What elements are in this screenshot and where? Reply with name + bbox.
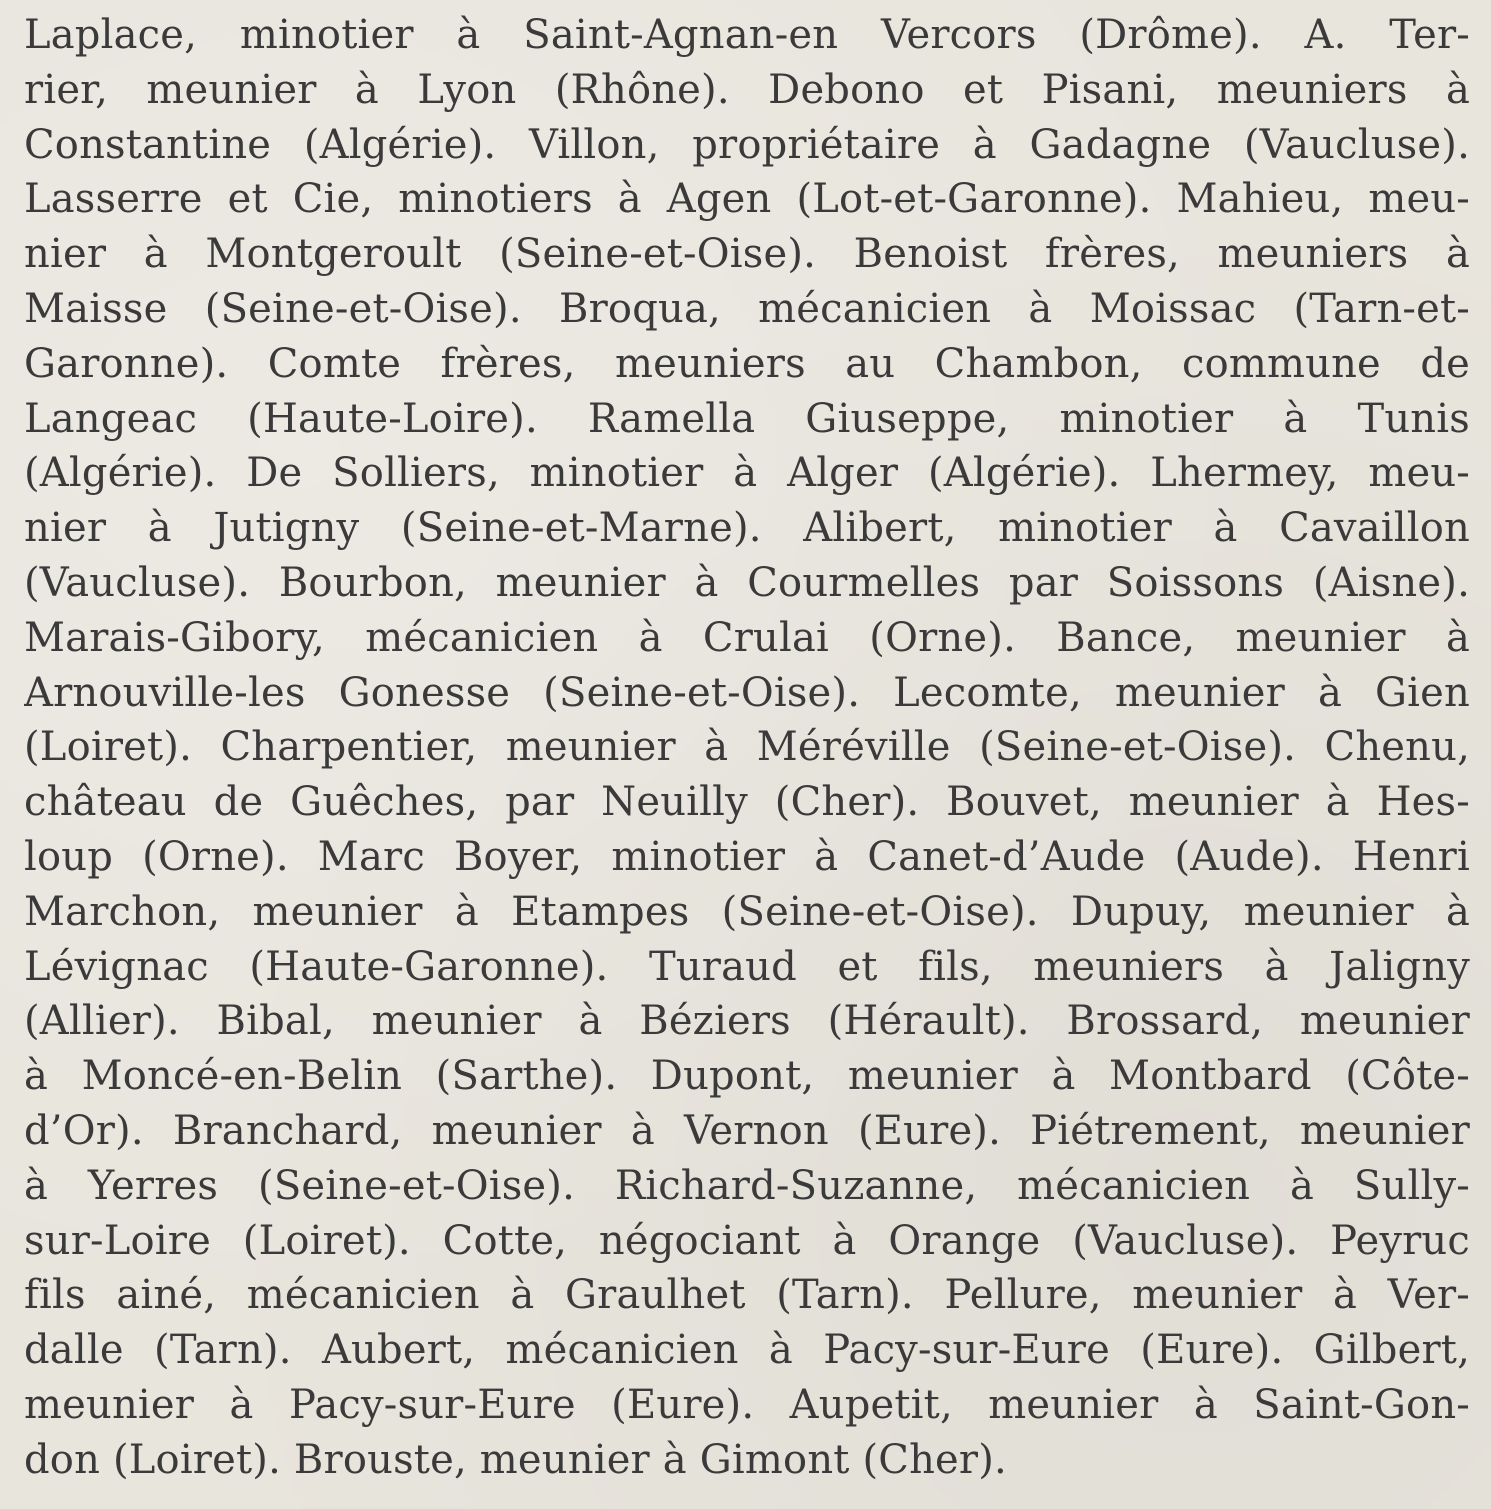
text-line: Lasserre et Cie, minotiers à Agen (Lot-et-Garonne). Mahieu, meu- (24, 176, 1470, 223)
text-line: d’Or). Branchard, meunier à Vernon (Eure). Piétrement, meunier (24, 1107, 1470, 1154)
text-line: Marais-Gibory, mécanicien à Crulai (Orne). Bance, meunier à (24, 614, 1470, 661)
text-line: rier, meunier à Lyon (Rhône). Debono et Pisani, meuniers à (24, 66, 1470, 113)
text-line: (Algérie). De Solliers, minotier à Alger (Algérie). Lhermey, meu- (24, 450, 1470, 497)
text-line: (Vaucluse). Bourbon, meunier à Courmelles par Soissons (Aisne). (24, 559, 1470, 606)
text-line: don (Loiret). Brouste, meunier à Gimont (Cher). (24, 1436, 1007, 1483)
text-line: (Loiret). Charpentier, meunier à Méréville (Seine-et-Oise). Chenu, (24, 724, 1470, 771)
text-line: nier à Montgeroult (Seine-et-Oise). Benoist frères, meuniers à (24, 231, 1470, 278)
text-line: Garonne). Comte frères, meuniers au Chambon, commune de (24, 340, 1470, 387)
text-line: à Moncé-en-Belin (Sarthe). Dupont, meunier à Montbard (Côte- (24, 1053, 1470, 1100)
text-line: nier à Jutigny (Seine-et-Marne). Alibert, minotier à Cavaillon (24, 505, 1470, 552)
text-line: Lévignac (Haute-Garonne). Turaud et fils, meuniers à Jaligny (24, 943, 1470, 990)
text-line: fils ainé, mécanicien à Graulhet (Tarn). Pellure, meunier à Ver- (24, 1272, 1470, 1319)
text-line: sur-Loire (Loiret). Cotte, négociant à Orange (Vaucluse). Peyruc (24, 1217, 1470, 1264)
text-line: Marchon, meunier à Etampes (Seine-et-Oise). Dupuy, meunier à (24, 888, 1470, 935)
text-line: dalle (Tarn). Aubert, mécanicien à Pacy-sur-Eure (Eure). Gilbert, (24, 1327, 1470, 1374)
text-line: à Yerres (Seine-et-Oise). Richard-Suzanne, mécanicien à Sully- (24, 1162, 1470, 1209)
text-line: Constantine (Algérie). Villon, propriétaire à Gadagne (Vaucluse). (24, 121, 1470, 168)
text-line: Laplace, minotier à Saint-Agnan-en Vercors (Drôme). A. Ter- (24, 12, 1470, 58)
text-line: Langeac (Haute-Loire). Ramella Giuseppe, minotier à Tunis (24, 395, 1470, 442)
text-line: Arnouville-les Gonesse (Seine-et-Oise). Lecomte, meunier à Gien (24, 669, 1470, 716)
text-line: (Allier). Bibal, meunier à Béziers (Hérault). Brossard, meunier (24, 998, 1470, 1045)
text-line: meunier à Pacy-sur-Eure (Eure). Aupetit, meunier à Saint-Gon- (24, 1381, 1470, 1428)
text-line: loup (Orne). Marc Boyer, minotier à Canet-d’Aude (Aude). Henri (24, 833, 1470, 880)
text-line: château de Guêches, par Neuilly (Cher). Bouvet, meunier à Hes- (24, 779, 1470, 826)
text-line: Maisse (Seine-et-Oise). Broqua, mécanicien à Moissac (Tarn-et- (24, 285, 1470, 332)
text-block (24, 0, 1470, 1488)
